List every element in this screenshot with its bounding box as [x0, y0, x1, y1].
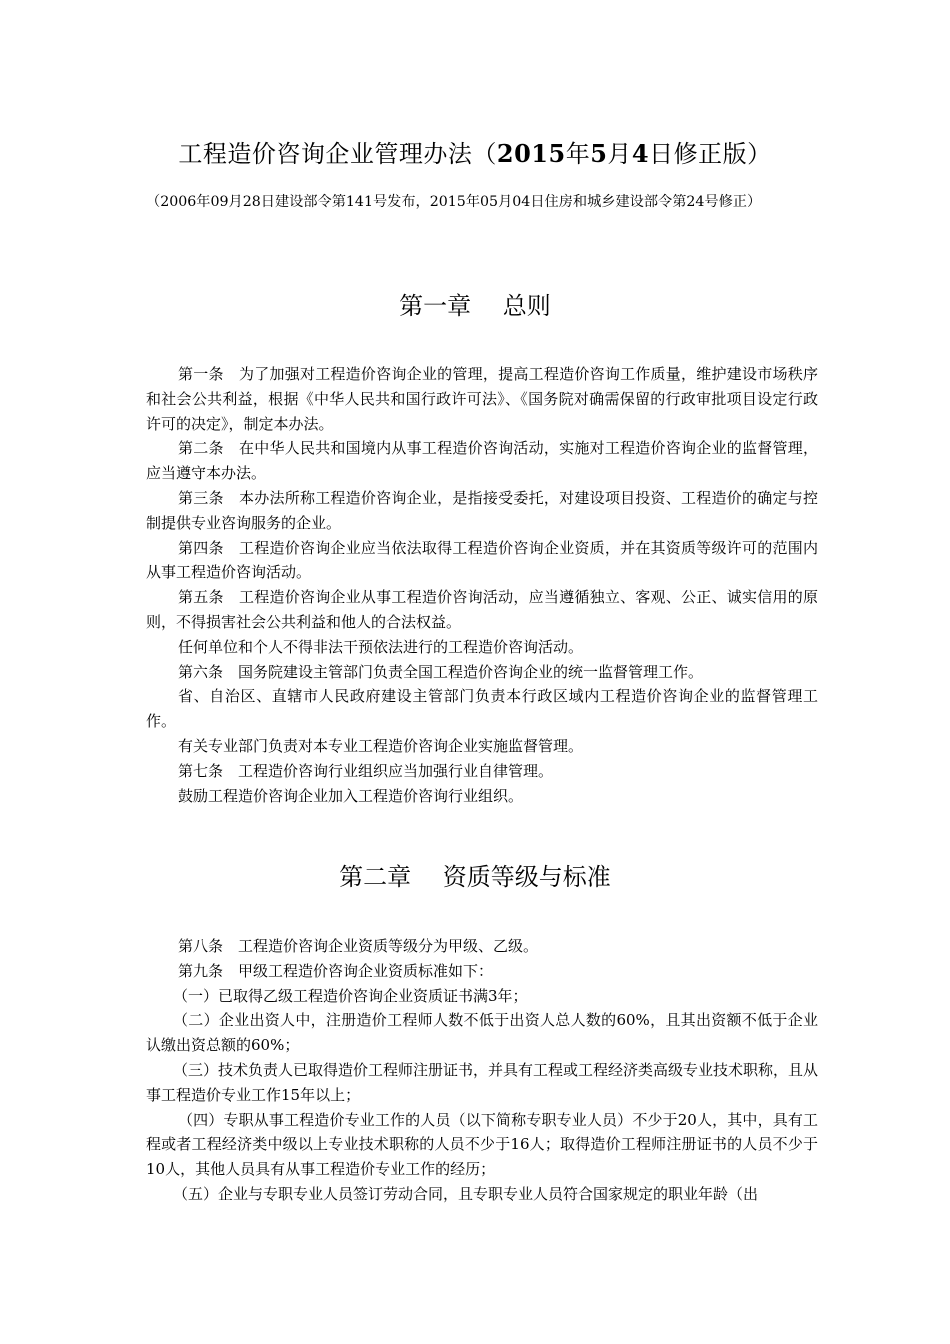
title-day: 4: [631, 139, 650, 168]
title-text-4: 日修正版）: [649, 140, 772, 168]
title-year: 2015: [496, 139, 566, 168]
article-1: 第一条 为了加强对工程造价咨询企业的管理，提高工程造价咨询工作质量，维护建设市场秩序和社会公共利益，根据《中华人民共和国行政许可法》、《国务院对确需保留的行政审批项目设定行政许可的决定》，制定本办法。: [146, 365, 818, 433]
article-9-item-1: （一）已取得乙级工程造价咨询企业资质证书满3年；: [173, 986, 528, 1005]
article-6-clause-3: 有关专业部门负责对本专业工程造价咨询企业实施监督管理。: [178, 736, 584, 755]
title-month: 5: [590, 139, 608, 168]
article-9: 第九条 甲级工程造价咨询企业资质标准如下：: [178, 961, 494, 980]
document-title: [0, 134, 950, 169]
article-7-clause-2: 鼓励工程造价咨询企业加入工程造价咨询行业组织。: [178, 786, 524, 805]
chapter-1-heading: 第一章 总则: [399, 292, 551, 320]
article-7: 第七条 工程造价咨询行业组织应当加强行业自律管理。: [178, 761, 554, 780]
article-8: 第八条 工程造价咨询企业资质等级分为甲级、乙级。: [178, 937, 539, 955]
chapter-1-body: [146, 362, 818, 808]
article-5: 第五条 工程造价咨询企业从事工程造价咨询活动，应当遵循独立、客观、公正、诚实信用的原则，不得损害社会公共利益和他人的合法权益。: [146, 588, 818, 631]
title-text-2: 年: [565, 140, 591, 168]
document-subtitle: （2006年09月28日建设部令第141号发布，2015年05月04日住房和城乡建设部令第24号修正）: [146, 194, 762, 210]
article-6: 第六条 国务院建设主管部门负责全国工程造价咨询企业的统一监督管理工作。: [178, 662, 704, 681]
article-9-item-4: （四）专职从事工程造价专业工作的人员（以下简称专职专业人员）不少于20人，其中，具有工程或者工程经济类中级以上专业技术职称的人员不少于16人；取得造价工程师注册证书的人员不少于10人，其他人员具有从事工程造价专业工作的经历；: [146, 1110, 818, 1179]
article-9-item-3: （三）技术负责人已取得造价工程师注册证书，并具有工程或工程经济类高级专业技术职称，且从事工程造价专业工作15年以上；: [146, 1060, 819, 1104]
article-9-item-2: （二）企业出资人中，注册造价工程师人数不低于出资人总人数的60%，且其出资额不低于企业认缴出资总额的60%；: [146, 1011, 818, 1055]
article-9-item-5: （五）企业与专职专业人员签订劳动合同，且专职专业人员符合国家规定的职业年龄（出: [173, 1184, 759, 1203]
article-6-clause-2: 省、自治区、直辖市人民政府建设主管部门负责本行政区域内工程造价咨询企业的监督管理工作。: [146, 687, 818, 731]
article-5-clause-2: 任何单位和个人不得非法干预依法进行的工程造价咨询活动。: [178, 637, 584, 656]
article-2: 第二条 在中华人民共和国境内从事工程造价咨询活动，实施对工程造价咨询企业的监督管理，应当遵守本办法。: [146, 439, 818, 483]
title-text-3: 月: [607, 140, 632, 168]
title-text-1: 工程造价咨询企业管理办法（: [178, 140, 497, 168]
chapter-2-heading: 第二章 资质等级与标准: [339, 863, 611, 891]
article-3: 第三条 本办法所称工程造价咨询企业，是指接受委托，对建设项目投资、工程造价的确定与控制提供专业咨询服务的企业。: [146, 488, 818, 532]
chapter-2-body: [146, 934, 818, 1207]
article-4: 第四条 工程造价咨询企业应当依法取得工程造价咨询企业资质，并在其资质等级许可的范围内从事工程造价咨询活动。: [146, 538, 818, 582]
